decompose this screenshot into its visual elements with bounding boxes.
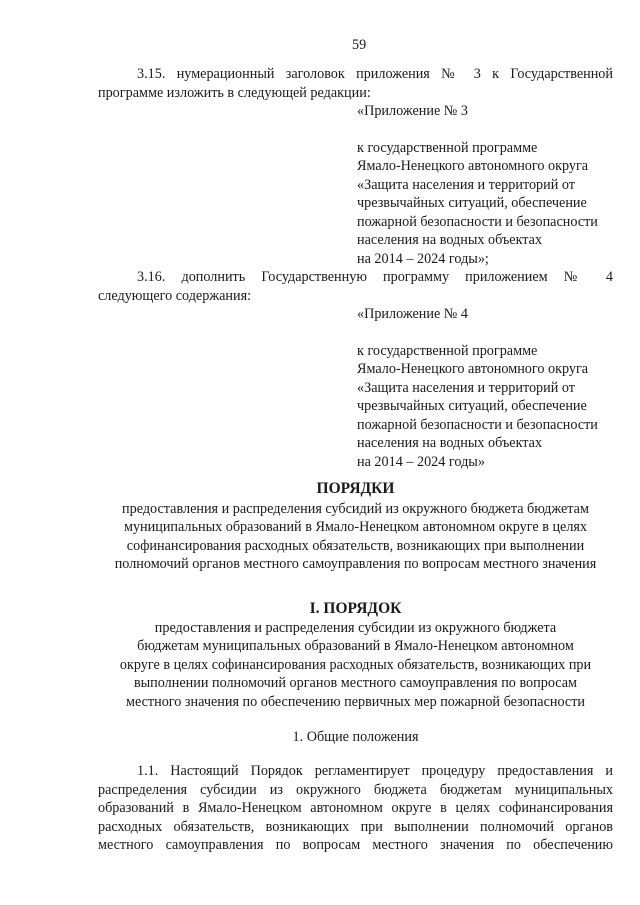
item-3-16-line-2: следующего содержания: (98, 288, 252, 304)
appendix-4-line: на 2014 – 2024 годы» (357, 454, 485, 470)
appendix-3-line: на 2014 – 2024 годы»; (357, 251, 489, 267)
section-1-line: 1.1. Настоящий Порядок регламентирует процедуру предоставления и (137, 763, 613, 779)
appendix-4-heading: «Приложение № 4 (357, 306, 468, 322)
section-1-line: распределения субсидии из окружного бюджета бюджетам муниципальных (98, 782, 613, 798)
procedure-1-line: местного значения по обеспечению первичных мер пожарной безопасности (125, 694, 585, 710)
appendix-4-line: к государственной программе (357, 343, 538, 359)
procedure-1-line: выполнении полномочий органов местного самоуправления по вопросам (133, 675, 578, 691)
procedures-line: муниципальных образований в Ямало-Ненецком автономном округе в целях (123, 519, 588, 535)
item-3-15-line-1: 3.15. нумерационный заголовок приложения № 3 к Государственной (137, 66, 613, 82)
section-1-line: местного самоуправления по вопросам местного значения по обеспечению (98, 837, 613, 853)
procedures-line: полномочий органов местного самоуправления по вопросам местного значения (114, 556, 597, 572)
procedure-1-line: предоставления и распределения субсидии из окружного бюджета (154, 620, 557, 636)
procedures-line: предоставления и распределения субсидий из окружного бюджета бюджетам (122, 501, 589, 517)
appendix-4-line: «Защита населения и территорий от (357, 380, 575, 396)
page-number: 59 (352, 37, 367, 53)
appendix-3-line: чрезвычайных ситуаций, обеспечение (357, 195, 587, 211)
procedure-1-line: округе в целях софинансирования расходных обязательств, возникающих при (119, 657, 592, 673)
appendix-3-line: Ямало-Ненецкого автономного округа (357, 158, 589, 174)
appendix-4-line: населения на водных объектах (357, 435, 543, 451)
appendix-3-heading: «Приложение № 3 (357, 103, 468, 119)
appendix-4-line: пожарной безопасности и безопасности (357, 417, 598, 433)
procedure-1-title: I. ПОРЯДОК (309, 600, 402, 617)
item-3-15-line-2: программе изложить в следующей редакции: (98, 85, 371, 101)
procedure-1-line: бюджетам муниципальных образований в Ямало-Ненецком автономном (137, 638, 574, 654)
procedures-title: ПОРЯДКИ (316, 480, 395, 497)
appendix-4-line: чрезвычайных ситуаций, обеспечение (357, 398, 587, 414)
procedures-line: софинансирования расходных обязательств, возникающих при выполнении (126, 538, 585, 554)
section-1-line: расходных обязательств, возникающих при выполнении полномочий органов (98, 819, 613, 835)
item-3-16-line-1: 3.16. дополнить Государственную программу приложением № 4 (137, 269, 613, 285)
appendix-3-line: населения на водных объектах (357, 232, 543, 248)
appendix-3-line: к государственной программе (357, 140, 538, 156)
appendix-3-line: пожарной безопасности и безопасности (357, 214, 598, 230)
appendix-4-line: Ямало-Ненецкого автономного округа (357, 361, 589, 377)
appendix-3-line: «Защита населения и территорий от (357, 177, 575, 193)
section-1-line: образований в Ямало-Ненецком автономном округе в целях софинансирования (98, 800, 613, 816)
section-1-title: 1. Общие положения (292, 729, 419, 745)
